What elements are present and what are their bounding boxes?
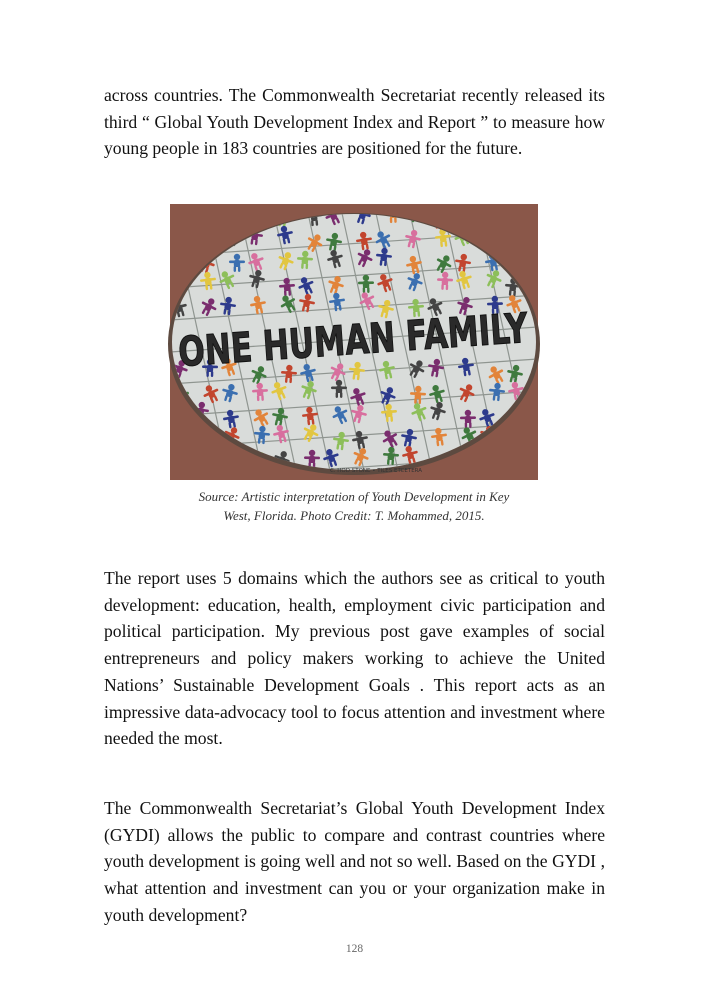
tile-line bbox=[102, 204, 162, 480]
tile-line bbox=[34, 204, 94, 480]
page-number: 128 bbox=[345, 943, 364, 955]
tile-line bbox=[544, 204, 604, 480]
body-paragraph-2: The report uses 5 domains which the authors see as critical to youth development: education, health, employment civic participation and political participation. My previous post gave examples of social entrepreneurs and policy makers working to achieve the United Nations’ Sustainable Development Goals . This report acts as an impressive data-advocacy tool to focus attention and investment where needed the most. bbox=[104, 568, 605, 749]
body-paragraph-1: across countries. The Commonwealth Secretariat recently released its third “ Global Youth Development Index and Report ” to measure how young people in 183 countries are positioned for the future. bbox=[104, 85, 605, 159]
tile-line bbox=[170, 167, 538, 192]
mural-illustration bbox=[170, 204, 640, 480]
figure-caption bbox=[150, 487, 558, 525]
body-paragraph-3: The Commonwealth Secretariat’s Global Youth Development Index (GYDI) allows the public to compare and contrast countries where youth development is going well and not so well. Based on the GYDI , what attention and investment can you or your organization make in youth development? bbox=[104, 798, 605, 925]
mural-slogan: ONE HUMAN FAMILY bbox=[176, 296, 640, 377]
artist-signature: C. HOD STONE • TILES ETCETERA bbox=[329, 468, 423, 474]
caption-line-2: West, Florida. Photo Credit: T. Mohammed, 2015. bbox=[223, 508, 485, 523]
mural-photo bbox=[170, 204, 640, 480]
caption-line-1: Source: Artistic interpretation of Youth Development in Key bbox=[198, 489, 510, 504]
tile-line bbox=[68, 204, 128, 480]
